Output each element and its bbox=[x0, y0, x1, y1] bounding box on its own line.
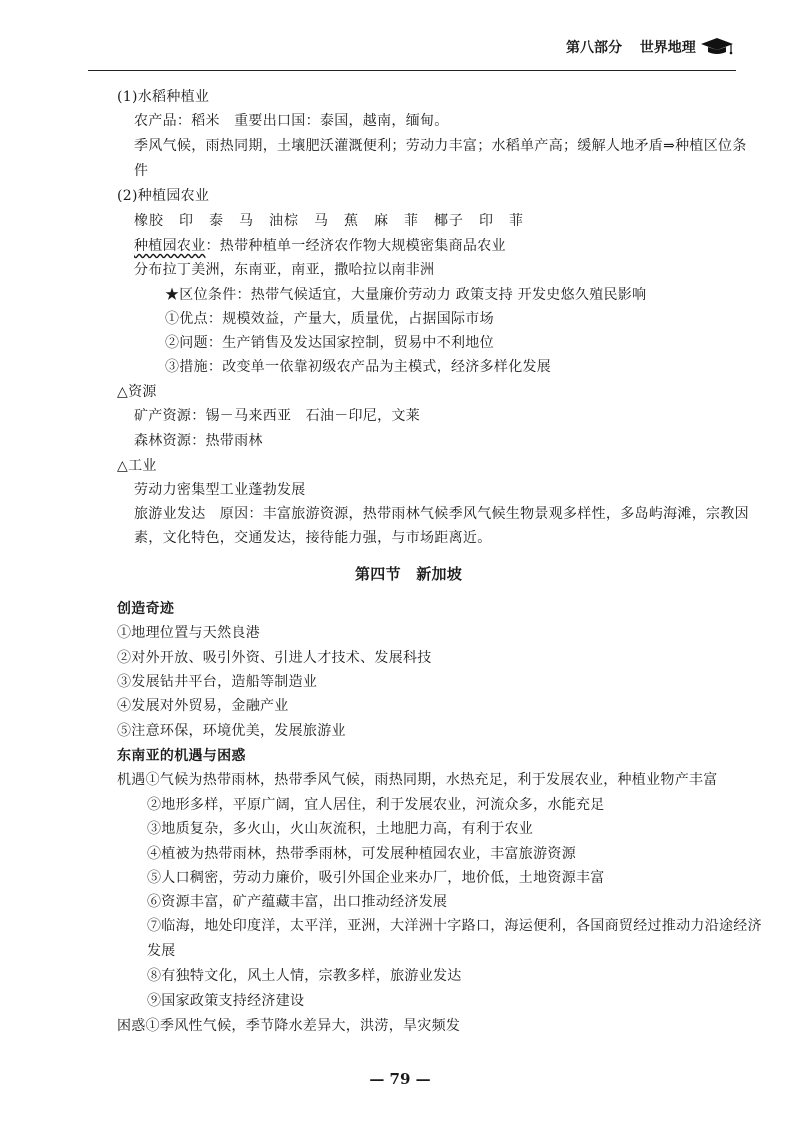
sea-opportunity-7: ⑦临海，地处印度洋，太平洋，亚洲，大洋洲十字路口，海运便利，各国商贸经过推动力沿途经济 bbox=[147, 918, 762, 934]
industry-heading: △工业 bbox=[117, 458, 157, 474]
plantation-definition-text: ：热带种植单一经济农作物大规模密集商品农业 bbox=[205, 238, 506, 254]
sea-opportunity-6: ⑥资源丰富，矿产蕴藏丰富，出口推动经济发展 bbox=[147, 894, 448, 910]
header-rule bbox=[88, 70, 736, 71]
sea-opportunity-3: ③地质复杂，多火山，火山灰流积，土地肥力高，有利于农业 bbox=[147, 821, 534, 837]
miracle-item: ①地理位置与天然良港 bbox=[117, 625, 260, 641]
resources-heading: △资源 bbox=[117, 384, 157, 400]
rice-line-1: 农产品：稻米 重要出口国：泰国，越南，缅甸。 bbox=[134, 113, 449, 129]
rice-line-2: 季风气候，雨热同期，土壤肥沃灌溉便利；劳动力丰富；水稻单产高；缓解人地矛盾⇒种植区位条 bbox=[134, 138, 747, 154]
miracle-item: ⑤注意环保，环境优美，发展旅游业 bbox=[117, 723, 346, 739]
plantation-definition bbox=[134, 235, 506, 257]
resources-mineral: 矿产资源：锡－马来西亚 石油－印尼，文莱 bbox=[134, 408, 420, 424]
plantation-advantages: ①优点：规模效益，产量大，质量优，占据国际市场 bbox=[165, 311, 494, 327]
industry-labor: 劳动力密集型工业蓬勃发展 bbox=[134, 482, 306, 498]
plantation-measures: ③措施：改变单一依靠初级农产品为主模式，经济多样化发展 bbox=[165, 359, 552, 375]
miracle-heading: 创造奇迹 bbox=[117, 601, 175, 617]
sea-opportunity-4: ④植被为热带雨林，热带季雨林，可发展种植园农业，丰富旅游资源 bbox=[147, 846, 576, 862]
sea-opportunity-1: 机遇①气候为热带雨林，热带季风气候，雨热同期，水热充足，利于发展农业，种植业物产丰富 bbox=[117, 772, 718, 788]
miracle-item: ②对外开放、吸引外资、引进人才技术、发展科技 bbox=[117, 650, 432, 666]
plantation-term: 种植园农业 bbox=[134, 238, 206, 254]
header-part: 第八部分 bbox=[566, 40, 622, 56]
plantation-conditions: ★区位条件：热带气候适宜，大量廉价劳动力 政策支持 开发史悠久殖民影响 bbox=[165, 287, 647, 303]
sea-puzzle-1: 困惑①季风性气候，季节降水差异大，洪涝，旱灾频发 bbox=[117, 1018, 461, 1034]
sea-opportunity-5: ⑤人口稠密，劳动力廉价，吸引外国企业来办厂，地价低，土地资源丰富 bbox=[147, 870, 605, 886]
plantation-heading: (2)种植园农业 bbox=[117, 188, 210, 204]
sea-opportunity-8: ⑧有独特文化，风土人情，宗教多样，旅游业发达 bbox=[147, 968, 462, 984]
sea-opportunity-9: ⑨国家政策支持经济建设 bbox=[147, 993, 305, 1009]
miracle-item: ④发展对外贸易，金融产业 bbox=[117, 698, 289, 714]
resources-forest: 森林资源：热带雨林 bbox=[134, 433, 263, 449]
running-header bbox=[566, 37, 696, 57]
rice-heading: (1)水稻种植业 bbox=[117, 89, 210, 105]
plantation-crops: 橡胶 印 泰 马 油棕 马 蕉 麻 菲 椰子 印 菲 bbox=[134, 213, 524, 229]
rice-line-3: 件 bbox=[134, 163, 149, 179]
sea-heading: 东南亚的机遇与困惑 bbox=[117, 748, 246, 764]
graduation-cap-icon bbox=[700, 36, 734, 56]
sea-opportunity-7-cont: 发展 bbox=[147, 943, 176, 959]
industry-tourism-2: 素，文化特色，交通发达，接待能力强，与市场距离近。 bbox=[134, 530, 492, 546]
plantation-distribution: 分布拉丁美洲，东南亚，南亚，撒哈拉以南非洲 bbox=[134, 262, 435, 278]
page-number: — 79 — bbox=[369, 1070, 431, 1088]
miracle-item: ③发展钻井平台，造船等制造业 bbox=[117, 674, 318, 690]
plantation-problems: ②问题：生产销售及发达国家控制，贸易中不利地位 bbox=[165, 335, 494, 351]
industry-tourism-1: 旅游业发达 原因：丰富旅游资源，热带雨林气候季风气候生物景观多样性，多岛屿海滩，宗教因 bbox=[134, 506, 749, 522]
section-title: 第四节 新加坡 bbox=[355, 565, 463, 583]
sea-opportunity-2: ②地形多样，平原广阔，宜人居住，利于发展农业，河流众多，水能充足 bbox=[147, 797, 605, 813]
header-title: 世界地理 bbox=[639, 40, 696, 56]
